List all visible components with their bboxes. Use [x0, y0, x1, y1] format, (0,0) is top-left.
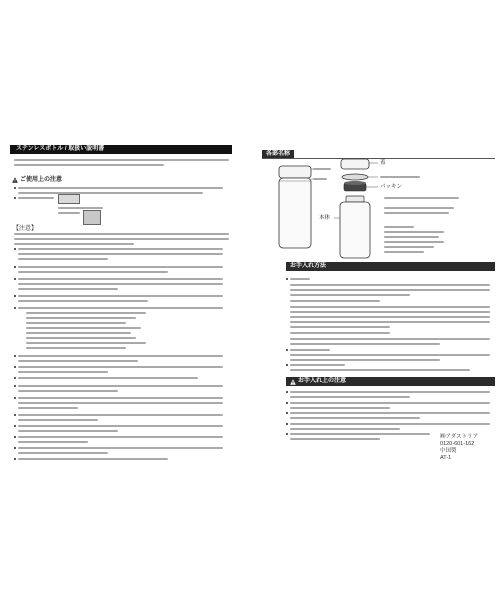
text-line	[18, 425, 223, 427]
text-line	[18, 430, 118, 432]
text-line	[290, 306, 490, 308]
text-line	[290, 423, 490, 425]
bottle-assembled	[279, 166, 311, 248]
bottle-label-illustration	[58, 194, 80, 204]
text-line	[18, 360, 138, 362]
cap-illustration	[83, 210, 101, 225]
text-line	[290, 294, 410, 296]
text-line	[290, 321, 490, 323]
manual-title: ステンレスボトル / 取扱い説明書	[10, 145, 232, 154]
text-line	[18, 397, 223, 399]
text-line	[26, 342, 146, 344]
bullet-dot	[14, 295, 16, 297]
text-line	[18, 402, 223, 404]
text-line	[18, 295, 223, 297]
text-line	[313, 168, 331, 170]
warning-icon	[290, 379, 296, 385]
text-line	[18, 248, 223, 250]
text-line	[14, 159, 229, 161]
bullet-dot	[14, 366, 16, 368]
text-line	[290, 316, 490, 318]
caution-label: 【注意】	[13, 226, 38, 232]
text-line	[18, 371, 108, 373]
maker-company: ㈱アダストリア	[440, 434, 479, 440]
maker-origin: 中国製	[440, 448, 457, 454]
text-line	[58, 207, 103, 209]
bullet-dot	[286, 412, 288, 414]
text-line	[384, 251, 424, 253]
text-line	[18, 452, 108, 454]
text-line	[26, 332, 131, 334]
parts-diagram	[258, 158, 495, 260]
text-line	[384, 207, 454, 209]
text-line	[14, 164, 164, 166]
part-label-packing: パッキン	[380, 184, 402, 190]
text-line	[18, 300, 148, 302]
text-line	[18, 283, 223, 285]
text-line	[290, 278, 310, 280]
text-line	[18, 458, 168, 460]
text-line	[290, 369, 470, 371]
text-line	[384, 246, 434, 248]
bullet-dot	[286, 278, 288, 280]
text-line	[290, 396, 410, 398]
bullet-dot	[14, 458, 16, 460]
text-line	[290, 407, 390, 409]
bullet-dot	[286, 349, 288, 351]
text-line	[18, 288, 118, 290]
text-line	[18, 414, 223, 416]
bullet-dot	[286, 364, 288, 366]
text-line	[26, 347, 126, 349]
bullet-dot	[14, 187, 16, 189]
text-line	[290, 391, 490, 393]
text-line	[290, 412, 490, 414]
text-line	[290, 284, 490, 286]
bullet-dot	[14, 447, 16, 449]
bullet-dot	[14, 414, 16, 416]
usage-heading	[12, 176, 62, 184]
text-line	[14, 243, 134, 245]
text-line	[290, 428, 400, 430]
text-line	[384, 236, 439, 238]
text-line	[384, 197, 459, 199]
warning-icon	[12, 177, 18, 183]
bullet-dot	[14, 355, 16, 357]
text-line	[26, 322, 126, 324]
text-line	[18, 271, 168, 273]
text-line	[384, 241, 444, 243]
bullet-dot	[14, 278, 16, 280]
text-line	[18, 436, 223, 438]
text-line	[290, 332, 390, 334]
text-line	[384, 226, 414, 228]
bullet-dot	[286, 433, 288, 435]
part-label-lid: 蓋	[380, 160, 386, 166]
bullet-dot	[14, 307, 16, 309]
text-line	[18, 192, 203, 194]
text-line	[290, 364, 345, 366]
text-line	[290, 417, 420, 419]
text-line	[26, 317, 136, 319]
text-line	[18, 441, 88, 443]
text-line	[18, 419, 98, 421]
text-line	[290, 402, 490, 404]
text-line	[290, 289, 490, 291]
bullet-dot	[286, 423, 288, 425]
maker-code: AT-1	[440, 455, 452, 461]
bullet-dot	[286, 391, 288, 393]
bullet-dot	[14, 377, 16, 379]
bullet-dot	[14, 248, 16, 250]
text-line	[14, 233, 229, 235]
text-line	[290, 359, 440, 361]
text-line	[26, 327, 141, 329]
text-line	[313, 178, 327, 180]
bullet-dot	[14, 436, 16, 438]
bullet-dot	[14, 397, 16, 399]
text-line	[290, 349, 330, 351]
usage-heading-text: ご使用上の注意	[20, 177, 63, 183]
inner-packing	[344, 181, 366, 191]
lid-part	[341, 159, 369, 169]
bullet-dot	[286, 402, 288, 404]
text-line	[290, 433, 430, 435]
text-line	[18, 366, 223, 368]
text-line	[18, 197, 54, 199]
text-line	[290, 326, 390, 328]
text-line	[18, 447, 223, 449]
bullet-dot	[14, 425, 16, 427]
text-line	[18, 407, 78, 409]
text-line	[26, 337, 136, 339]
text-line	[18, 390, 118, 392]
text-line	[290, 338, 490, 340]
text-line	[18, 385, 223, 387]
text-line	[290, 311, 490, 313]
parts-heading: 各部名称	[262, 150, 294, 158]
text-line	[18, 258, 108, 260]
text-line	[290, 343, 440, 345]
text-line	[18, 253, 223, 255]
text-line	[18, 307, 223, 309]
text-line	[18, 377, 198, 379]
care-notes-heading-text: お手入れ上の注意	[298, 378, 347, 384]
text-line	[384, 212, 449, 214]
bullet-dot	[14, 197, 16, 199]
text-line	[18, 355, 223, 357]
text-line	[290, 438, 380, 440]
text-line	[290, 354, 490, 356]
bottle-body-part	[340, 196, 370, 258]
bullet-dot	[14, 385, 16, 387]
part-label-body: 本体	[319, 215, 331, 221]
text-line	[290, 300, 380, 302]
packing-ring	[342, 174, 368, 180]
text-line	[380, 176, 420, 178]
text-line	[14, 238, 229, 240]
care-heading: お手入れ方法	[286, 262, 495, 271]
text-line	[26, 312, 146, 314]
bullet-dot	[14, 266, 16, 268]
text-line	[58, 212, 80, 214]
text-line	[18, 187, 223, 189]
text-line	[18, 278, 223, 280]
care-notes-heading	[286, 377, 495, 386]
text-line	[384, 231, 444, 233]
text-line	[18, 266, 223, 268]
maker-phone: 0120-601-162	[440, 441, 475, 447]
